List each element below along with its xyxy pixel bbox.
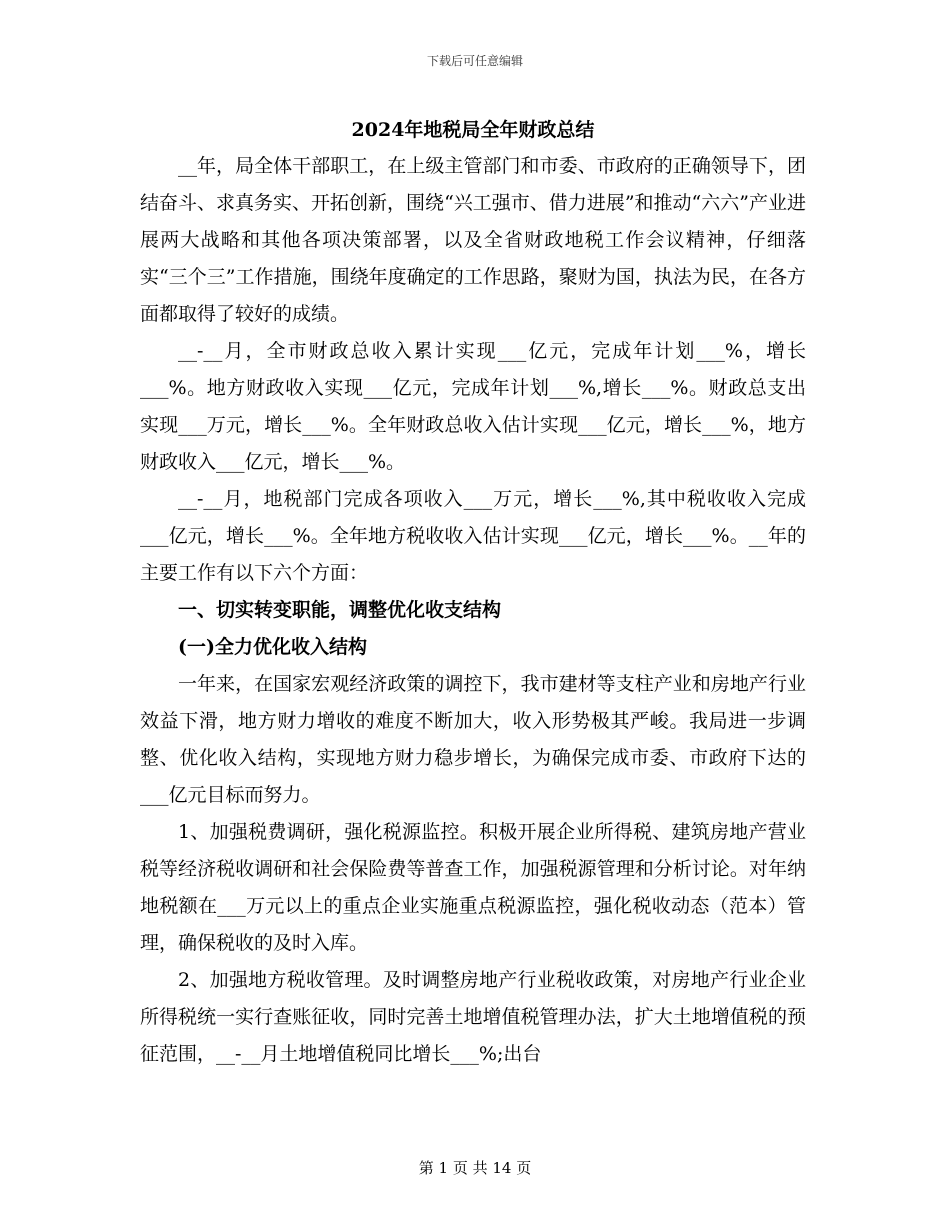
document-body	[140, 112, 806, 1073]
subsection-heading-1: (一)全力优化收入结构	[178, 636, 367, 658]
paragraph-item-1: 1、加强税费调研，强化税源监控。积极开展企业所得税、建筑房地产营业税等经济税收调研和社会保险费等普查工作，加强税源管理和分析讨论。对年纳地税额在___万元以上的重点企业实施重点税源监控，强化税收动态（范本）管理，确保税收的及时入库。	[140, 821, 806, 954]
page-number: 第 1 页 共 14 页	[418, 1159, 532, 1177]
paragraph-intro: __年，局全体干部职工，在上级主管部门和市委、市政府的正确领导下，团结奋斗、求真务实、开拓创新，围绕“兴工强市、借力进展”和推动“六六”产业进展两大战略和其他各项决策部署，以及全省财政地税工作会议精神，仔细落实“三个三”工作措施，围绕年度确定的工作思路，聚财为国，执法为民，在各方面都取得了较好的成绩。	[140, 155, 806, 325]
paragraph-item-2: 2、加强地方税收管理。及时调整房地产行业税收政策，对房地产行业企业所得税统一实行查账征收，同时完善土地增值税管理办法，扩大土地增值税的预征范围，__-__月土地增值税同比增长___%;出台	[140, 969, 806, 1065]
section-heading-1: 一、切实转变职能，调整优化收支结构	[178, 599, 502, 621]
paragraph-finance-revenue: __-__月，全市财政总收入累计实现___亿元，完成年计划___%，增长___%。地方财政收入实现___亿元，完成年计划___%,增长___%。财政总支出实现___万元，增长___%。全年财政总收入估计实现___亿元，增长___%，地方财政收入___亿元，增长___%。	[140, 340, 806, 473]
document-title: 2024年地税局全年财政总结	[351, 119, 595, 141]
paragraph-tax-revenue: __-__月，地税部门完成各项收入___万元，增长___%,其中税收收入完成___亿元，增长___%。全年地方税收收入估计实现___亿元，增长___%。__年的主要工作有以下六个方面：	[140, 488, 806, 584]
page-header-note: 下载后可任意编辑	[426, 54, 523, 68]
paragraph-income-structure: 一年来，在国家宏观经济政策的调控下，我市建材等支柱产业和房地产行业效益下滑，地方财力增收的难度不断加大，收入形势极其严峻。我局进一步调整、优化收入结构，实现地方财力稳步增长，为确保完成市委、市政府下达的___亿元目标而努力。	[140, 673, 806, 806]
